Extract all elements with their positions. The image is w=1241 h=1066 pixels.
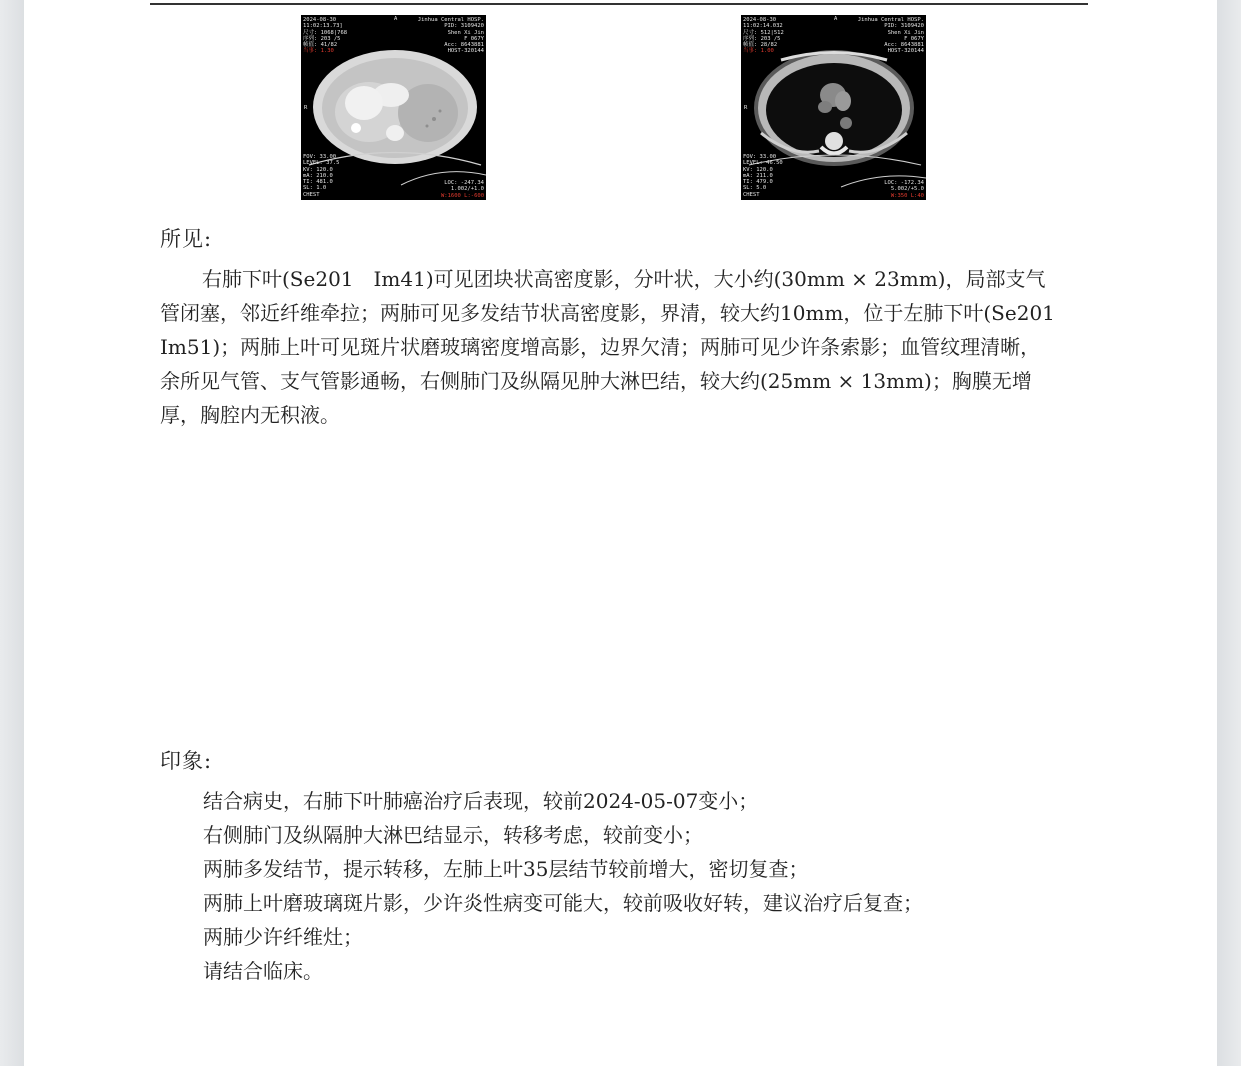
- ct-image-mediastinal-window: [741, 15, 926, 200]
- findings-text: [160, 262, 1075, 432]
- overlay-top-right: Jinhua Central HOSP. PID: 3109420 Shen Xi Jin F 067Y Acc: 8643881 HOST-320144: [857, 17, 924, 55]
- page-shadow-right: [1217, 0, 1241, 1066]
- impression-title: 印象:: [160, 749, 213, 773]
- overlay-top-marker: A: [834, 16, 838, 22]
- overlay-left-marker: R: [304, 105, 308, 111]
- impression-line: 两肺多发结节，提示转移，左肺上叶35层结节较前增大，密切复查；: [203, 857, 809, 881]
- overlay-top-left: 2024-08-30 11:02:13.73] 尺寸: 1068|768 序列: 203 /5 帧值: 41/82 当事: 1.30: [303, 17, 348, 55]
- impression-line: 请结合临床。: [203, 959, 323, 983]
- findings-body: 右肺下叶(Se201 Im41)可见团块状高密度影，分叶状，大小约(30mm × 23mm)，局部支气管闭塞，邻近纤维牵拉；两肺可见多发结节状高密度影，界清，较大约10mm，位于左肺下叶(Se201 Im51)；两肺上叶可见斑片状磨玻璃密度增高影，边界欠清；两肺可见少许条索影；血管纹理清晰，余所见气管、支气管影通畅，右侧肺门及纵隔见肿大淋巴结，较大约(25mm × 13mm)；胸膜无增厚，胸腔内无积液。: [160, 267, 1075, 427]
- impression-line: 两肺少许纤维灶；: [203, 925, 363, 949]
- page-shadow-left: [0, 0, 24, 1066]
- header-rule: [150, 3, 1088, 5]
- impression-line: 两肺上叶磨玻璃斑片影，少许炎性病变可能大，较前吸收好转，建议治疗后复查；: [203, 891, 923, 915]
- ct-image-lung-window: [301, 15, 486, 200]
- findings-title: 所见:: [160, 227, 213, 251]
- impression-line: 结合病史，右肺下叶肺癌治疗后表现，较前2024-05-07变小；: [203, 789, 759, 813]
- overlay-top-marker: A: [394, 16, 398, 22]
- overlay-bottom-right: LOC: -172.34 5.002/+5.0 W:350 L:40: [884, 180, 924, 199]
- overlay-left-marker: R: [744, 105, 748, 111]
- overlay-top-right: Jinhua Central HOSP. PID: 3109420 Shen Xi Jin F 067Y Acc: 8643881 HOST-320144: [417, 17, 484, 55]
- overlay-bottom-left: FOV: 33.00 LEVEL: 46.50 KV: 120.0 mA: 211.0 TI: 479.0 SL: 5.0 CHEST: [743, 154, 783, 198]
- report-page: [24, 0, 1217, 1066]
- overlay-bottom-left: FOV: 33.00 LEVEL: 37.5 KV: 120.0 mA: 210.0 TI: 481.0 SL: 1.0 CHEST: [303, 154, 340, 198]
- overlay-top-left: 2024-08-30 11:02:14.032 尺寸: 512|512 序列: 203 /5 帧值: 28/82 当事: 1.00: [743, 17, 784, 55]
- overlay-bottom-right: LOC: -247.34 1.002/+1.0 W:1600 L:-600: [440, 180, 484, 199]
- impression-line: 右侧肺门及纵隔肿大淋巴结显示，转移考虑，较前变小；: [203, 823, 703, 847]
